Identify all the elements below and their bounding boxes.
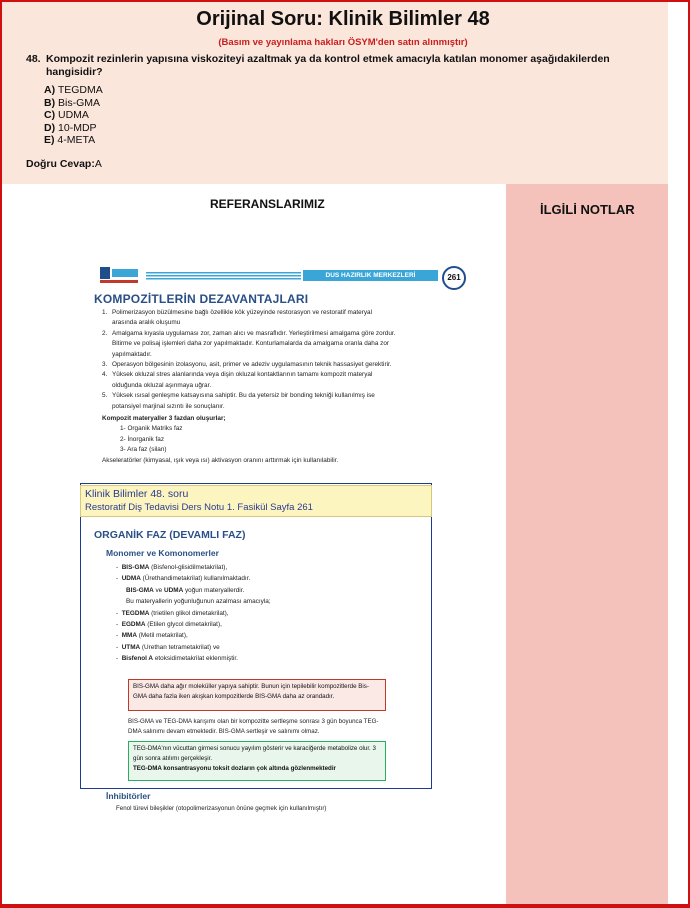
disadvantages-list (102, 308, 398, 466)
notes-title: İLGİLİ NOTLAR (540, 202, 635, 217)
red-info-box: BIS-GMA daha ağır moleküller yapıya sahiptir. Bunun için tepilebilir kompozitlerde Bis-GMA daha fazla iken akışkan kompozitlerde BIS-GMA daha az orandadır. (128, 679, 386, 711)
book-header-label: DUS HAZIRLIK MERKEZLERİ (303, 270, 438, 281)
option-c: C) UDMA (44, 109, 89, 121)
section-inhibitors-title: İnhibitörler (106, 791, 151, 801)
list-item: - UDMA (Ürethandimetakrilat) kullanılmaktadır. (116, 575, 251, 583)
list-item: 5. Yüksek ısısal genleşme katsayısına sahiptir. Bu da yetersiz bir bonding tekniği kullanılmış ise potansiyel marjinal sızıntı ile sonuçlanır. (102, 392, 375, 410)
subsection-monomers-title: Monomer ve Komonomerler (106, 548, 219, 558)
phases-title: Kompozit materyaller 3 fazdan oluşurlar; (102, 415, 226, 423)
list-item: - MMA (Metil metakrilat), (116, 632, 188, 640)
phase-item: 3- Ara faz (silan) (120, 446, 167, 454)
publisher-logo-icon (100, 265, 140, 285)
copyright-notice: (Basım ve yayınlama hakları ÖSYM'den satın alınmıştır) (218, 37, 468, 48)
list-item: - UTMA (Urethan tetrametakrilat) ve (116, 643, 220, 651)
section-organic-phase-title: ORGANİK FAZ (DEVAMLI FAZ) (94, 529, 246, 541)
list-item: 4. Yüksek okluzal stres alanlarında veya dişin okluzal kontaktlarının tamamı kompozit materyal olduğunda okluzal aşınmaya uğrar. (102, 371, 373, 389)
notes-panel (506, 184, 668, 904)
list-item: 2. Amalgama kıyasla uygulaması zor, zaman alıcı ve masraflıdır. Yerleştirilmesi amalgama göre zordur. Bitirme ve polisaj işlemleri daha zor yapılmaktadır. Konturlamalarda da amalgama oranla daha zor yapılmaktadır. (102, 329, 396, 358)
list-item: - EGDMA (Etilen glycol dimetakrilat), (116, 621, 222, 629)
question-text: Kompozit rezinlerin yapısına viskoziteyi azaltmak ya da kontrol etmek amacıyla katılan monomer aşağıdakilerden hangisidir? (46, 53, 610, 78)
inhibitors-text: Fenol türevi bileşikler (otopolimerizasyonun önüne geçmek için kullanılmıştır) (116, 805, 327, 812)
section-disadvantages-title: KOMPOZİTLERİN DEZAVANTAJLARI (94, 292, 309, 306)
list-item: 3. Operasyon bölgesinin izolasyonu, asit, primer ve adeziv uygulamasının teknik hassasiyet gerektirir. (102, 361, 392, 369)
option-d: D) 10-MDP (44, 121, 97, 134)
left-margin (2, 184, 20, 904)
question-number: 48. (26, 53, 41, 65)
list-item: - BIS-GMA (Bisfenol-glisidilmetakrilat), (116, 564, 228, 571)
option-b: B) Bis-GMA (44, 96, 101, 109)
answer-options (44, 84, 103, 147)
monomer-note: BIS-GMA ve UDMA yoğun materyallerdir. (126, 586, 245, 594)
book-page-number: 261 (442, 266, 466, 290)
green-box-line: TEG-DMA konsantrasyonu toksit dozların çok altında gözlenmektedir (133, 765, 336, 772)
bottom-border (0, 904, 690, 908)
references-title: REFERANSLARIMIZ (210, 197, 325, 211)
bisgma-tegdma-paragraph: BIS-GMA ve TEG-DMA karışımı olan bir kompozitte sertleşme sonrası 3 gün boyunca TEG-DMA salınımı devam etmektedir. BIS-GMA sertleşir ve salınımı olmaz. (128, 718, 379, 735)
source-note-box (80, 485, 432, 517)
list-item: 1. Polimerizasyon büzülmesine bağlı özellikle kök yüzeyinde restorasyon ve restoratif materyal arasında aralık oluşumu (102, 309, 373, 327)
green-box-line: TEG-DMA'nın vücuttan girmesi sonucu yayılım gösterir ve karaciğerde metabolize olur. 3 gün sonra atılımı gerçekleşir. (133, 745, 376, 762)
source-note-title: Klinik Bilimler 48. soru (85, 488, 189, 500)
correct-answer: Doğru Cevap:A (26, 158, 102, 170)
option-a: A) TEGDMA (44, 84, 103, 96)
highlight-frame (80, 483, 432, 789)
list-item: - Bisfenol A etoksidimetakrilat eklenmiştir. (116, 655, 238, 663)
source-note-reference: Restoratif Diş Tedavisi Ders Notu 1. Fasikül Sayfa 261 (85, 502, 313, 513)
page-title: Orijinal Soru: Klinik Bilimler 48 (196, 8, 490, 30)
phase-item: 1- Organik Matriks faz (120, 425, 183, 433)
phase-item: 2- İnorganik faz (120, 435, 165, 443)
monomer-note: Bu materyallerin yoğunluğunun azalması amacıyla; (126, 598, 271, 606)
option-e: E) 4-META (44, 134, 96, 146)
list-item: - TEGDMA (trietilen glikol dimetakrilat), (116, 609, 229, 617)
header-stripes (146, 272, 301, 280)
right-margin (668, 2, 686, 904)
accelerator-text: Akseleratörler (kimyasal, ışık veya ısı) aktivasyon oranını arttırmak için kullanılabilir. (102, 456, 339, 464)
